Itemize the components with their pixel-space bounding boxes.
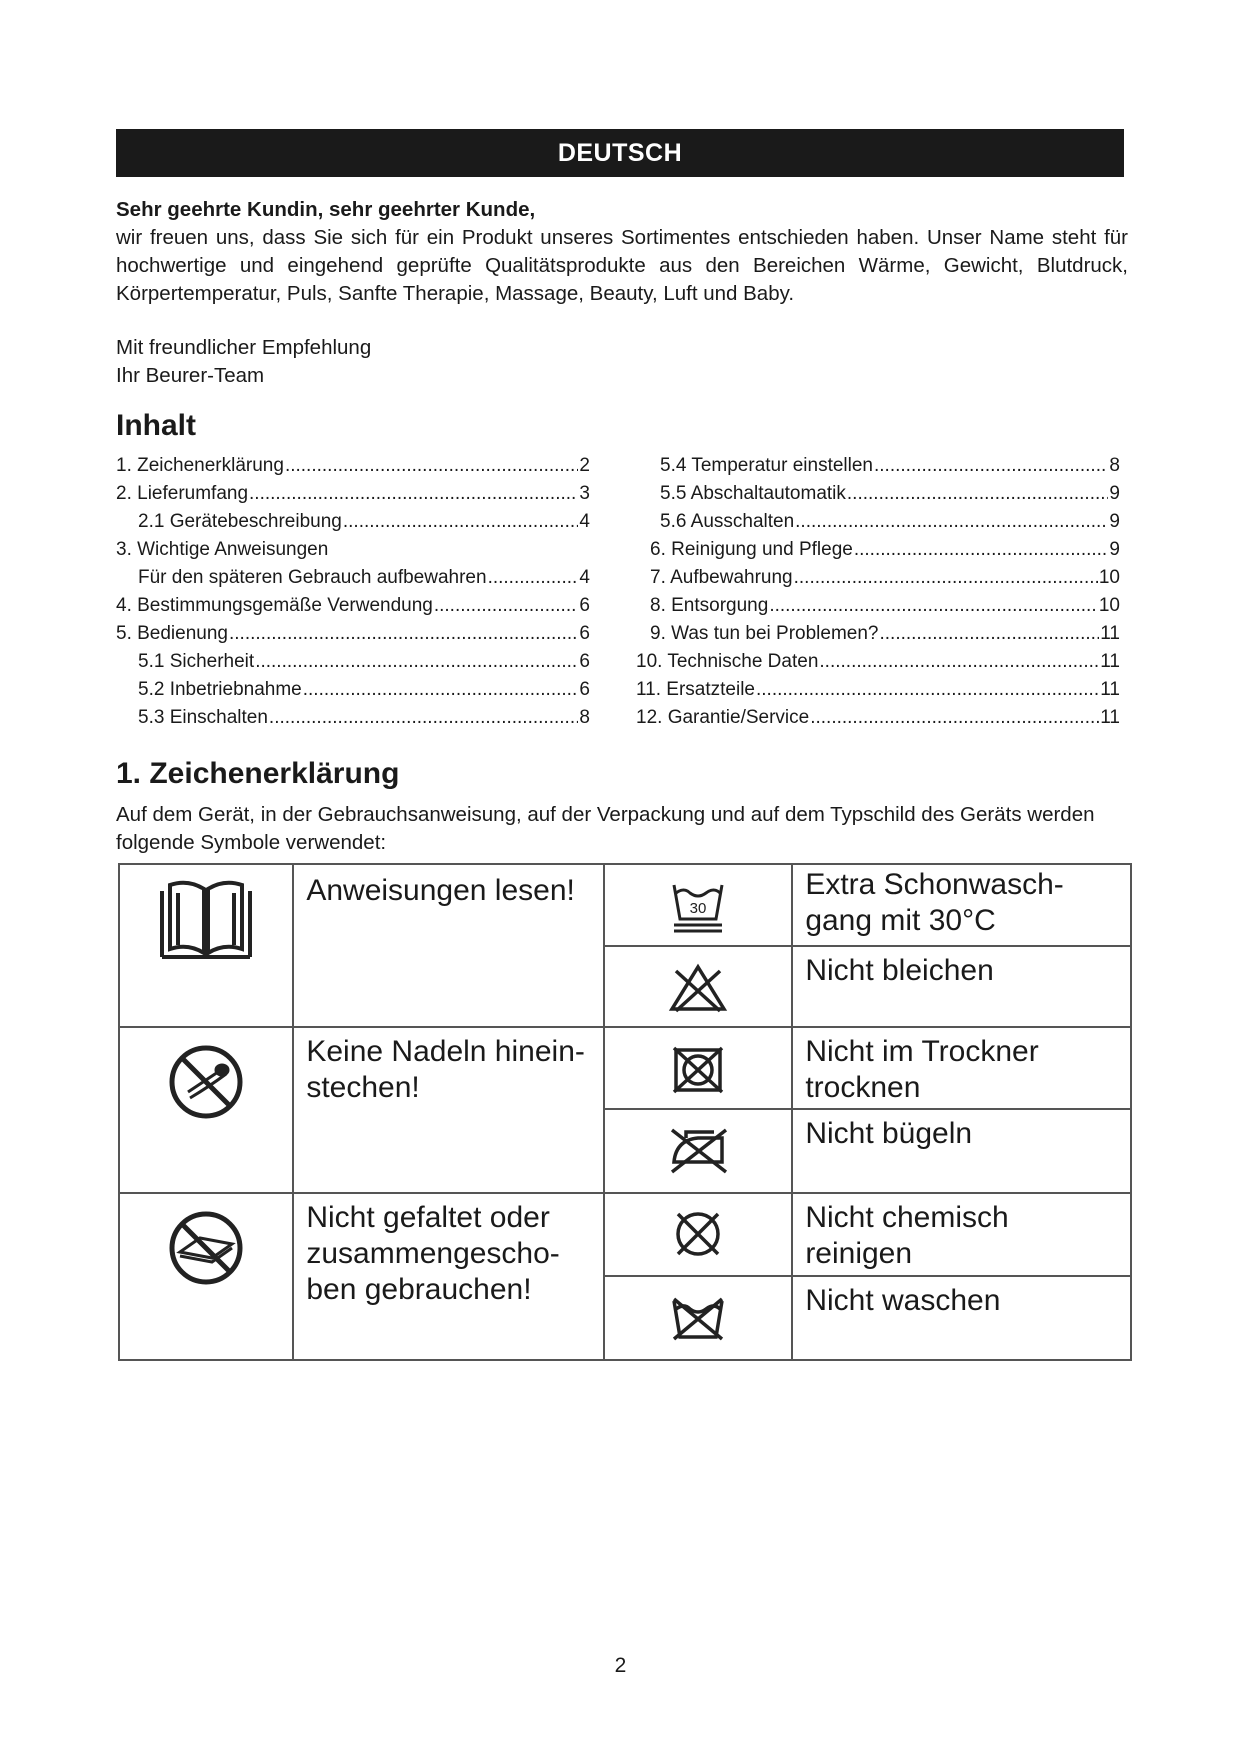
toc-entry[interactable]: 4. Bestimmungsgemäße Verwendung ..... 6 <box>116 592 590 620</box>
read-instructions-text: Anweisungen lesen! <box>306 874 575 907</box>
toc-title: Inhalt <box>116 409 196 442</box>
language-header: DEUTSCH <box>116 129 1124 177</box>
no-bleach-icon-cell <box>604 946 792 1026</box>
section-title: 1. Zeichenerklärung <box>116 757 400 790</box>
no-fold-icon-cell <box>119 1193 293 1360</box>
gentle-wash-icon-cell <box>604 864 792 946</box>
toc-entry[interactable]: 2.1 Gerätebeschreibung ..... 4 <box>116 508 590 536</box>
toc-entry[interactable]: 5.2 Inbetriebnahme ..... 6 <box>116 676 590 704</box>
book-cell <box>119 864 293 1027</box>
toc-right-column <box>636 452 1120 732</box>
no-iron-cell <box>792 1109 1131 1193</box>
no-dry-clean-icon-cell <box>604 1193 792 1275</box>
no-fold-text-3: ben gebrauchen! <box>306 1273 532 1307</box>
toc-entry[interactable]: 5. Bedienung ..... 6 <box>116 620 590 648</box>
section-intro-text: Auf dem Gerät, in der Gebrauchsanweisung, auf der Verpackung und auf dem Typschild des Geräts werden folgende Symbole verwendet: <box>116 803 1095 854</box>
toc-entry[interactable]: 5.6 Ausschalten ..... 9 <box>636 508 1120 536</box>
no-fold-cell <box>293 1193 604 1360</box>
toc-entry[interactable]: 5.3 Einschalten ..... 8 <box>116 704 590 732</box>
wash-30-icon <box>668 879 728 935</box>
no-iron-text: Nicht bügeln <box>805 1116 973 1150</box>
toc-entry[interactable]: 5.1 Sicherheit ..... 6 <box>116 648 590 676</box>
no-iron-icon <box>666 1126 730 1176</box>
toc-entry[interactable]: 5.5 Abschaltautomatik ..... 9 <box>636 480 1120 508</box>
no-wash-icon-cell <box>604 1276 792 1360</box>
toc-entry[interactable]: 2. Lieferumfang ..... 3 <box>116 480 590 508</box>
gentle-wash-text-2: gang mit 30°C <box>805 904 996 937</box>
toc-entry[interactable]: 10. Technische Daten ..... 11 <box>636 648 1120 676</box>
toc-left-column <box>116 452 590 732</box>
no-dry-clean-cell <box>792 1193 1131 1275</box>
no-iron-icon-cell <box>604 1109 792 1193</box>
gentle-wash-cell <box>792 864 1131 946</box>
toc-entry[interactable]: Für den späteren Gebrauch aufbewahren ..... 4 <box>116 564 590 592</box>
no-dry-clean-text-2: reinigen <box>805 1237 913 1271</box>
no-needles-icon-cell <box>119 1027 293 1194</box>
toc-entry[interactable]: 1. Zeichenerklärung ..... 2 <box>116 452 590 480</box>
toc-entry[interactable]: 6. Reinigung und Pflege ..... 9 <box>636 536 1120 564</box>
no-bleach-text: Nicht bleichen <box>805 954 994 988</box>
toc-entry[interactable]: 3. Wichtige Anweisungen <box>116 539 329 560</box>
no-needles-text-2: stechen! <box>306 1070 420 1104</box>
no-bleach-cell <box>792 946 1131 1026</box>
no-dryer-icon <box>670 1044 726 1096</box>
no-needles-text-1: Keine Nadeln hinein- <box>306 1034 585 1068</box>
closing-line-2: Ihr Beurer-Team <box>116 364 265 387</box>
intro-block <box>116 196 1128 390</box>
toc-entry[interactable]: 12. Garantie/Service ..... 11 <box>636 704 1120 732</box>
no-needles-icon <box>166 1042 246 1122</box>
symbol-table <box>118 863 1132 1361</box>
no-fold-text-2: zusammengescho- <box>306 1237 560 1271</box>
page-number: 2 <box>614 1654 627 1677</box>
toc-entry[interactable]: 5.4 Temperatur einstellen ..... 8 <box>636 452 1120 480</box>
no-wash-icon <box>668 1293 728 1343</box>
no-dryer-cell <box>792 1027 1131 1109</box>
no-dry-clean-text-1: Nicht chemisch <box>805 1201 1009 1235</box>
no-fold-text-1: Nicht gefaltet oder <box>306 1201 550 1235</box>
gentle-wash-text-1: Extra Schonwasch- <box>805 868 1064 901</box>
toc-entry[interactable]: 9. Was tun bei Problemen? ..... 11 <box>636 620 1120 648</box>
intro-text: wir freuen uns, dass Sie sich für ein Produkt unseres Sortimentes entschieden haben. Unser Name steht für hochwertige und eingehend geprüfte Qualitätsprodukte aus den Bereichen Wärme, Gewicht, Blutdruck, Körpertemperatur, Puls, Sanfte Therapie, Massage, Beauty, Luft und Baby. <box>116 226 1128 305</box>
greeting: Sehr geehrte Kundin, sehr geehrter Kunde, <box>116 198 536 221</box>
no-needles-cell <box>293 1027 604 1194</box>
no-dryer-text-2: trocknen <box>805 1070 921 1104</box>
read-instructions-cell <box>293 864 604 1027</box>
no-fold-icon <box>166 1208 246 1288</box>
svg-text:30: 30 <box>689 900 707 917</box>
no-wash-cell <box>792 1276 1131 1360</box>
toc-entry[interactable]: 7. Aufbewahrung ..... 10 <box>636 564 1120 592</box>
closing-line-1: Mit freundlicher Empfehlung <box>116 336 372 359</box>
no-dryer-text-1: Nicht im Trockner <box>805 1034 1039 1068</box>
no-dry-clean-icon <box>670 1208 726 1260</box>
no-dryer-icon-cell <box>604 1027 792 1109</box>
toc-entry[interactable]: 11. Ersatzteile ..... 11 <box>636 676 1120 704</box>
toc-entry[interactable]: 8. Entsorgung ..... 10 <box>636 592 1120 620</box>
read-instructions-icon <box>156 877 256 965</box>
no-wash-text: Nicht waschen <box>805 1283 1001 1317</box>
no-bleach-icon <box>668 963 728 1013</box>
